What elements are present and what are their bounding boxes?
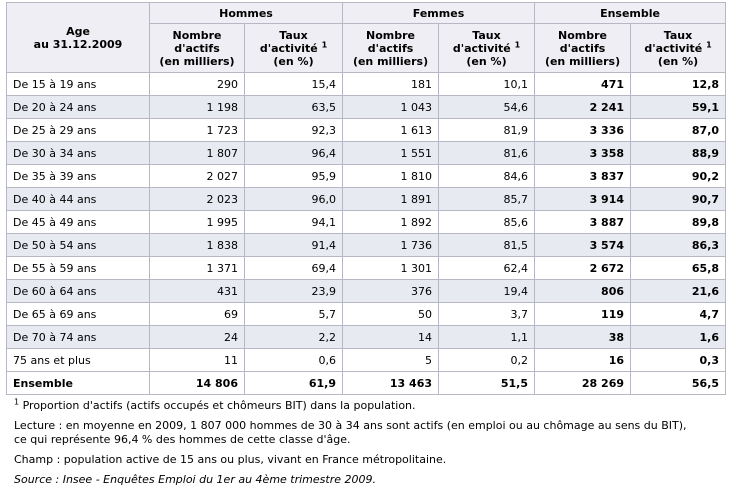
col-header-line: Taux (279, 28, 308, 42)
table-cell: 1 995 (150, 211, 245, 234)
table-cell: 2 023 (150, 188, 245, 211)
col-header-line: (en %) (466, 54, 507, 68)
table-cell: 54,6 (439, 96, 535, 119)
table-cell: 1 551 (343, 142, 439, 165)
table-cell: 84,6 (439, 165, 535, 188)
col-header-line: d'activité (452, 41, 511, 55)
col-header-line: d'activité (259, 41, 318, 55)
table-cell: 85,6 (439, 211, 535, 234)
col-header-line: Nombre (558, 28, 607, 42)
table-cell: 85,7 (439, 188, 535, 211)
table-row (7, 211, 726, 234)
table-cell: 15,4 (245, 73, 343, 96)
table-cell: 91,4 (245, 234, 343, 257)
table-cell: 23,9 (245, 280, 343, 303)
table-cell: 119 (535, 303, 631, 326)
source-note: Source : Insee - Enquêtes Emploi du 1er au 4ème trimestre 2009. (14, 473, 376, 486)
col-header-line: Nombre (172, 28, 222, 42)
table-cell: 19,4 (439, 280, 535, 303)
table-cell: 0,6 (245, 349, 343, 372)
table-cell: 61,9 (245, 372, 343, 395)
group-header-hommes: Hommes (150, 3, 343, 24)
table-cell: 86,3 (631, 234, 726, 257)
lecture-note (14, 419, 722, 447)
footnote-mark: 1 (321, 39, 328, 49)
table-cell: 95,9 (245, 165, 343, 188)
table-cell: 3 574 (535, 234, 631, 257)
table-cell: 4,7 (631, 303, 726, 326)
table-cell: 290 (150, 73, 245, 96)
table-cell: 11 (150, 349, 245, 372)
table-cell: 96,4 (245, 142, 343, 165)
table-row (7, 165, 726, 188)
row-label: De 65 à 69 ans (7, 303, 150, 326)
table-row (7, 234, 726, 257)
table-cell: 1 736 (343, 234, 439, 257)
table-cell: 1 301 (343, 257, 439, 280)
col-header-line: (en %) (273, 54, 314, 68)
table-cell: 16 (535, 349, 631, 372)
table-cell: 376 (343, 280, 439, 303)
col-header-line: (en milliers) (352, 54, 429, 68)
col-header-taux (631, 24, 726, 73)
table-cell: 63,5 (245, 96, 343, 119)
col-header-nombre (343, 24, 439, 73)
table-cell: 3 336 (535, 119, 631, 142)
activity-table (6, 2, 726, 395)
age-header-line2: au 31.12.2009 (33, 37, 123, 51)
table-cell: 5,7 (245, 303, 343, 326)
table-cell: 24 (150, 326, 245, 349)
footnote-text: Proportion d'actifs (actifs occupés et chômeurs BIT) dans la population. (22, 399, 416, 412)
col-header-line: (en milliers) (544, 54, 621, 68)
col-header-line: d'actifs (559, 41, 606, 55)
table-cell: 90,7 (631, 188, 726, 211)
row-label: De 20 à 24 ans (7, 96, 150, 119)
row-label: De 40 à 44 ans (7, 188, 150, 211)
footnote-mark: 1 (514, 39, 521, 49)
table-cell: 1 807 (150, 142, 245, 165)
table-cell: 1 838 (150, 234, 245, 257)
col-header-line: (en milliers) (159, 54, 235, 68)
row-label: Ensemble (7, 372, 150, 395)
table-cell: 0,3 (631, 349, 726, 372)
table-cell: 88,9 (631, 142, 726, 165)
table-row (7, 280, 726, 303)
table-cell: 181 (343, 73, 439, 96)
table-cell: 1,6 (631, 326, 726, 349)
table-cell: 2 027 (150, 165, 245, 188)
table-cell: 431 (150, 280, 245, 303)
col-header-line: Taux (663, 28, 693, 42)
table-cell: 1 371 (150, 257, 245, 280)
row-label: De 25 à 29 ans (7, 119, 150, 142)
col-header-line: (en %) (657, 54, 699, 68)
row-label: De 70 à 74 ans (7, 326, 150, 349)
table-cell: 92,3 (245, 119, 343, 142)
row-label: De 35 à 39 ans (7, 165, 150, 188)
table-cell: 3,7 (439, 303, 535, 326)
table-cell: 13 463 (343, 372, 439, 395)
col-header-line: Nombre (366, 28, 415, 42)
table-cell: 62,4 (439, 257, 535, 280)
table-cell: 1 613 (343, 119, 439, 142)
col-header-line: d'actifs (367, 41, 414, 55)
table-cell: 1 892 (343, 211, 439, 234)
table-cell: 90,2 (631, 165, 726, 188)
table-cell: 14 (343, 326, 439, 349)
age-header (7, 3, 150, 73)
table-cell: 3 837 (535, 165, 631, 188)
group-header-femmes: Femmes (343, 3, 535, 24)
row-label: De 15 à 19 ans (7, 73, 150, 96)
row-label: De 55 à 59 ans (7, 257, 150, 280)
header-group-row (7, 3, 726, 24)
table-row (7, 303, 726, 326)
lecture-line1: Lecture : en moyenne en 2009, 1 807 000 hommes de 30 à 34 ans sont actifs (en emploi ou au chômage au sens du BIT), (14, 419, 687, 432)
table-cell: 1 198 (150, 96, 245, 119)
table-cell: 3 358 (535, 142, 631, 165)
table-cell: 1 891 (343, 188, 439, 211)
footnote-mark: 1 (706, 39, 712, 49)
table-cell: 81,6 (439, 142, 535, 165)
table-cell: 471 (535, 73, 631, 96)
table-row (7, 119, 726, 142)
table-row (7, 73, 726, 96)
table-cell: 38 (535, 326, 631, 349)
footnote-mark: 1 (14, 397, 20, 407)
group-header-ensemble: Ensemble (535, 3, 726, 24)
row-label: De 50 à 54 ans (7, 234, 150, 257)
col-header-taux (439, 24, 535, 73)
table-cell: 1,1 (439, 326, 535, 349)
table-cell: 81,9 (439, 119, 535, 142)
table-cell: 81,5 (439, 234, 535, 257)
table-cell: 1 723 (150, 119, 245, 142)
table-row (7, 349, 726, 372)
table-cell: 21,6 (631, 280, 726, 303)
row-label: De 45 à 49 ans (7, 211, 150, 234)
lecture-line2: ce qui représente 96,4 % des hommes de cette classe d'âge. (14, 433, 351, 446)
table-cell: 59,1 (631, 96, 726, 119)
table-cell: 1 810 (343, 165, 439, 188)
table-cell: 65,8 (631, 257, 726, 280)
row-label: De 30 à 34 ans (7, 142, 150, 165)
table-cell: 69 (150, 303, 245, 326)
table-cell: 2 241 (535, 96, 631, 119)
total-row (7, 372, 726, 395)
notes (14, 399, 722, 493)
col-header-nombre (150, 24, 245, 73)
table-cell: 89,8 (631, 211, 726, 234)
table-row (7, 188, 726, 211)
table-cell: 69,4 (245, 257, 343, 280)
table-cell: 87,0 (631, 119, 726, 142)
table-cell: 2,2 (245, 326, 343, 349)
table-cell: 50 (343, 303, 439, 326)
table-cell: 1 043 (343, 96, 439, 119)
table-cell: 3 914 (535, 188, 631, 211)
table-cell: 10,1 (439, 73, 535, 96)
table-cell: 12,8 (631, 73, 726, 96)
col-header-taux (245, 24, 343, 73)
age-header-line1: Age (66, 24, 90, 38)
champ-note: Champ : population active de 15 ans ou plus, vivant en France métropolitaine. (14, 453, 447, 466)
table-cell: 96,0 (245, 188, 343, 211)
col-header-line: d'activité (644, 41, 703, 55)
col-header-nombre (535, 24, 631, 73)
table-cell: 94,1 (245, 211, 343, 234)
table-body (7, 73, 726, 395)
footnote (14, 399, 722, 413)
table-row (7, 257, 726, 280)
col-header-line: Taux (472, 28, 501, 42)
table-row (7, 326, 726, 349)
table-cell: 14 806 (150, 372, 245, 395)
table-cell: 51,5 (439, 372, 535, 395)
table-row (7, 142, 726, 165)
table-cell: 2 672 (535, 257, 631, 280)
col-header-line: d'actifs (174, 41, 220, 55)
row-label: De 60 à 64 ans (7, 280, 150, 303)
table-cell: 0,2 (439, 349, 535, 372)
table-cell: 3 887 (535, 211, 631, 234)
row-label: 75 ans et plus (7, 349, 150, 372)
table-row (7, 96, 726, 119)
table-cell: 806 (535, 280, 631, 303)
table-cell: 28 269 (535, 372, 631, 395)
table-cell: 5 (343, 349, 439, 372)
table-cell: 56,5 (631, 372, 726, 395)
